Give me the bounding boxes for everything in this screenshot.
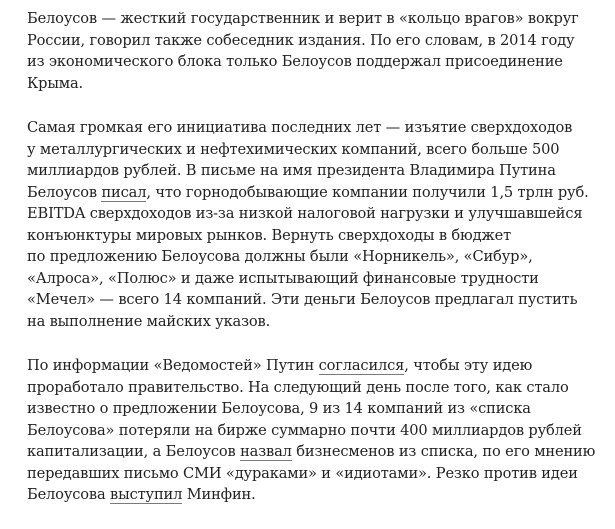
- text-line: [27, 117, 602, 139]
- text-segment: «Мечел» — всего 14 компаний. Эти деньги Белоусов предлагал пустить: [27, 291, 578, 308]
- text-segment: проработало правительство. На следующий день после того, как стало: [27, 378, 569, 396]
- text-segment: , что горнодобывающие компании получили 1,5 трлн руб.: [146, 183, 589, 201]
- text-segment: По информации «Ведомостей» Путин: [27, 357, 319, 374]
- text-line: [27, 484, 602, 506]
- text-line: [27, 30, 602, 52]
- paragraph: [27, 8, 602, 94]
- text-line: [27, 463, 602, 485]
- text-segment: передавших письмо СМИ «дураками» и «идиотами». Резко против идеи: [27, 464, 578, 482]
- text-segment: конъюнктуры мировых рынков. Вернуть сверхдоходы в бюджет: [27, 226, 512, 244]
- text-segment: «Алроса», «Полюс» и даже испытывающий финансовые трудности: [27, 269, 539, 287]
- text-segment: Белоусов — жесткий государственник и верит в «кольцо врагов» вокруг: [27, 10, 579, 27]
- text-line: [27, 139, 602, 161]
- text-segment: Белоусов: [27, 183, 102, 201]
- text-line: [27, 160, 602, 182]
- inline-link[interactable]: согласился: [318, 357, 405, 374]
- text-line: [27, 8, 602, 30]
- text-line: [27, 268, 602, 290]
- inline-link[interactable]: выступил: [110, 486, 183, 503]
- text-line: [27, 51, 602, 73]
- text-segment: России, говорил также собеседник издания. По его словам, в 2014 году: [27, 31, 575, 49]
- text-segment: Самая громкая его инициатива последних лет — изъятие сверхдоходов: [27, 119, 573, 136]
- text-line: [27, 398, 602, 420]
- inline-link[interactable]: писал: [101, 183, 147, 201]
- text-segment: Белоусова: [27, 486, 111, 503]
- text-line: [27, 441, 602, 463]
- text-segment: бизнесменов из списка, по его мнению: [291, 443, 596, 460]
- text-line: [27, 420, 602, 442]
- text-segment: из экономического блока только Белоусов поддержал присоединение: [27, 53, 563, 70]
- inline-link[interactable]: назвал: [240, 443, 292, 460]
- text-segment: по предложению Белоусова должны были «Норникель», «Сибур»,: [27, 248, 533, 265]
- text-line: [27, 246, 602, 268]
- text-line: [27, 377, 602, 399]
- paragraph: [27, 355, 602, 506]
- text-segment: на выполнение майских указов.: [27, 312, 271, 330]
- text-segment: у металлургических и нефтехимических компаний, всего больше 500: [27, 140, 560, 158]
- text-line: [27, 289, 602, 311]
- text-segment: миллиардов рублей. В письме на имя президента Владимира Путина: [27, 162, 556, 179]
- text-segment: , чтобы эту идею: [404, 357, 533, 374]
- text-segment: EBITDA сверхдоходов из-за низкой налоговой нагрузки и улучшавшейся: [27, 205, 583, 222]
- text-segment: Минфин.: [182, 486, 256, 503]
- text-line: [27, 311, 602, 333]
- text-segment: Белоусова» потеряли на бирже суммарно почти 400 миллиардов рублей: [27, 421, 582, 439]
- text-segment: Крыма.: [27, 74, 84, 92]
- text-line: [27, 73, 602, 95]
- text-segment: известно о предложении Белоусова, 9 из 14 компаний из «списка: [27, 400, 531, 417]
- text-line: [27, 182, 602, 204]
- text-line: [27, 203, 602, 225]
- text-line: [27, 355, 602, 377]
- paragraph: [27, 117, 602, 332]
- article-body: [27, 8, 602, 529]
- text-segment: капитализации, а Белоусов: [27, 443, 241, 460]
- text-line: [27, 225, 602, 247]
